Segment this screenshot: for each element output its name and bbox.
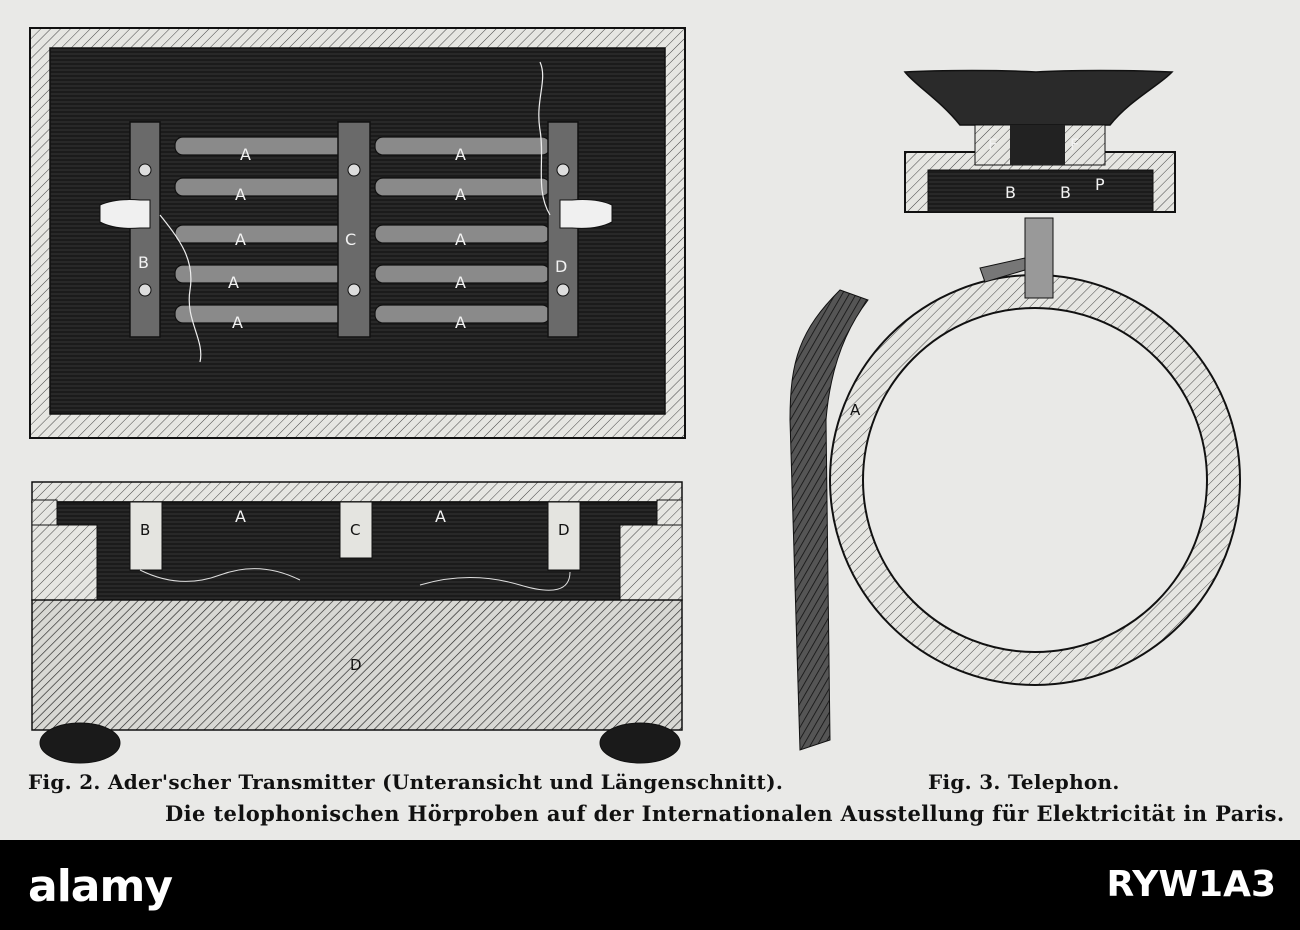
svg-text:F: F — [1070, 135, 1080, 154]
svg-text:P: P — [1095, 175, 1105, 194]
svg-text:A: A — [235, 230, 246, 249]
fig2-caption: Fig. 2. Ader'scher Transmitter (Unteransicht und Längenschnitt). — [28, 770, 784, 794]
svg-text:F: F — [988, 135, 998, 154]
image-id-label: RYW1A3 — [1106, 864, 1276, 905]
svg-text:D: D — [350, 656, 362, 674]
svg-text:A: A — [228, 273, 239, 292]
svg-text:B: B — [140, 521, 151, 539]
svg-text:A: A — [235, 507, 246, 526]
svg-text:A: A — [235, 185, 246, 204]
telephone-figure — [790, 71, 1240, 751]
svg-text:A: A — [232, 313, 243, 332]
svg-text:A: A — [455, 273, 466, 292]
fig3-caption: Fig. 3. Telephon. — [928, 770, 1120, 794]
alamy-logo: alamy — [28, 861, 172, 912]
svg-text:A: A — [455, 230, 466, 249]
svg-text:A: A — [455, 313, 466, 332]
transmitter-top-view — [30, 28, 685, 438]
svg-text:B: B — [1005, 183, 1016, 202]
svg-text:A: A — [435, 507, 446, 526]
svg-text:A: A — [455, 145, 466, 164]
svg-text:D: D — [558, 521, 570, 539]
svg-text:A: A — [455, 185, 466, 204]
svg-text:A: A — [850, 401, 861, 419]
svg-text:A: A — [240, 145, 251, 164]
svg-text:D: D — [555, 257, 568, 276]
plate-title: Die telophonischen Hörproben auf der Internationalen Ausstellung für Elektricität in Paris. — [165, 801, 1285, 826]
svg-text:C: C — [345, 230, 357, 249]
svg-text:C: C — [350, 521, 361, 539]
svg-text:B: B — [138, 253, 149, 272]
transmitter-section-view — [32, 482, 682, 763]
watermark-footer — [0, 840, 1300, 930]
svg-text:B: B — [1060, 183, 1071, 202]
